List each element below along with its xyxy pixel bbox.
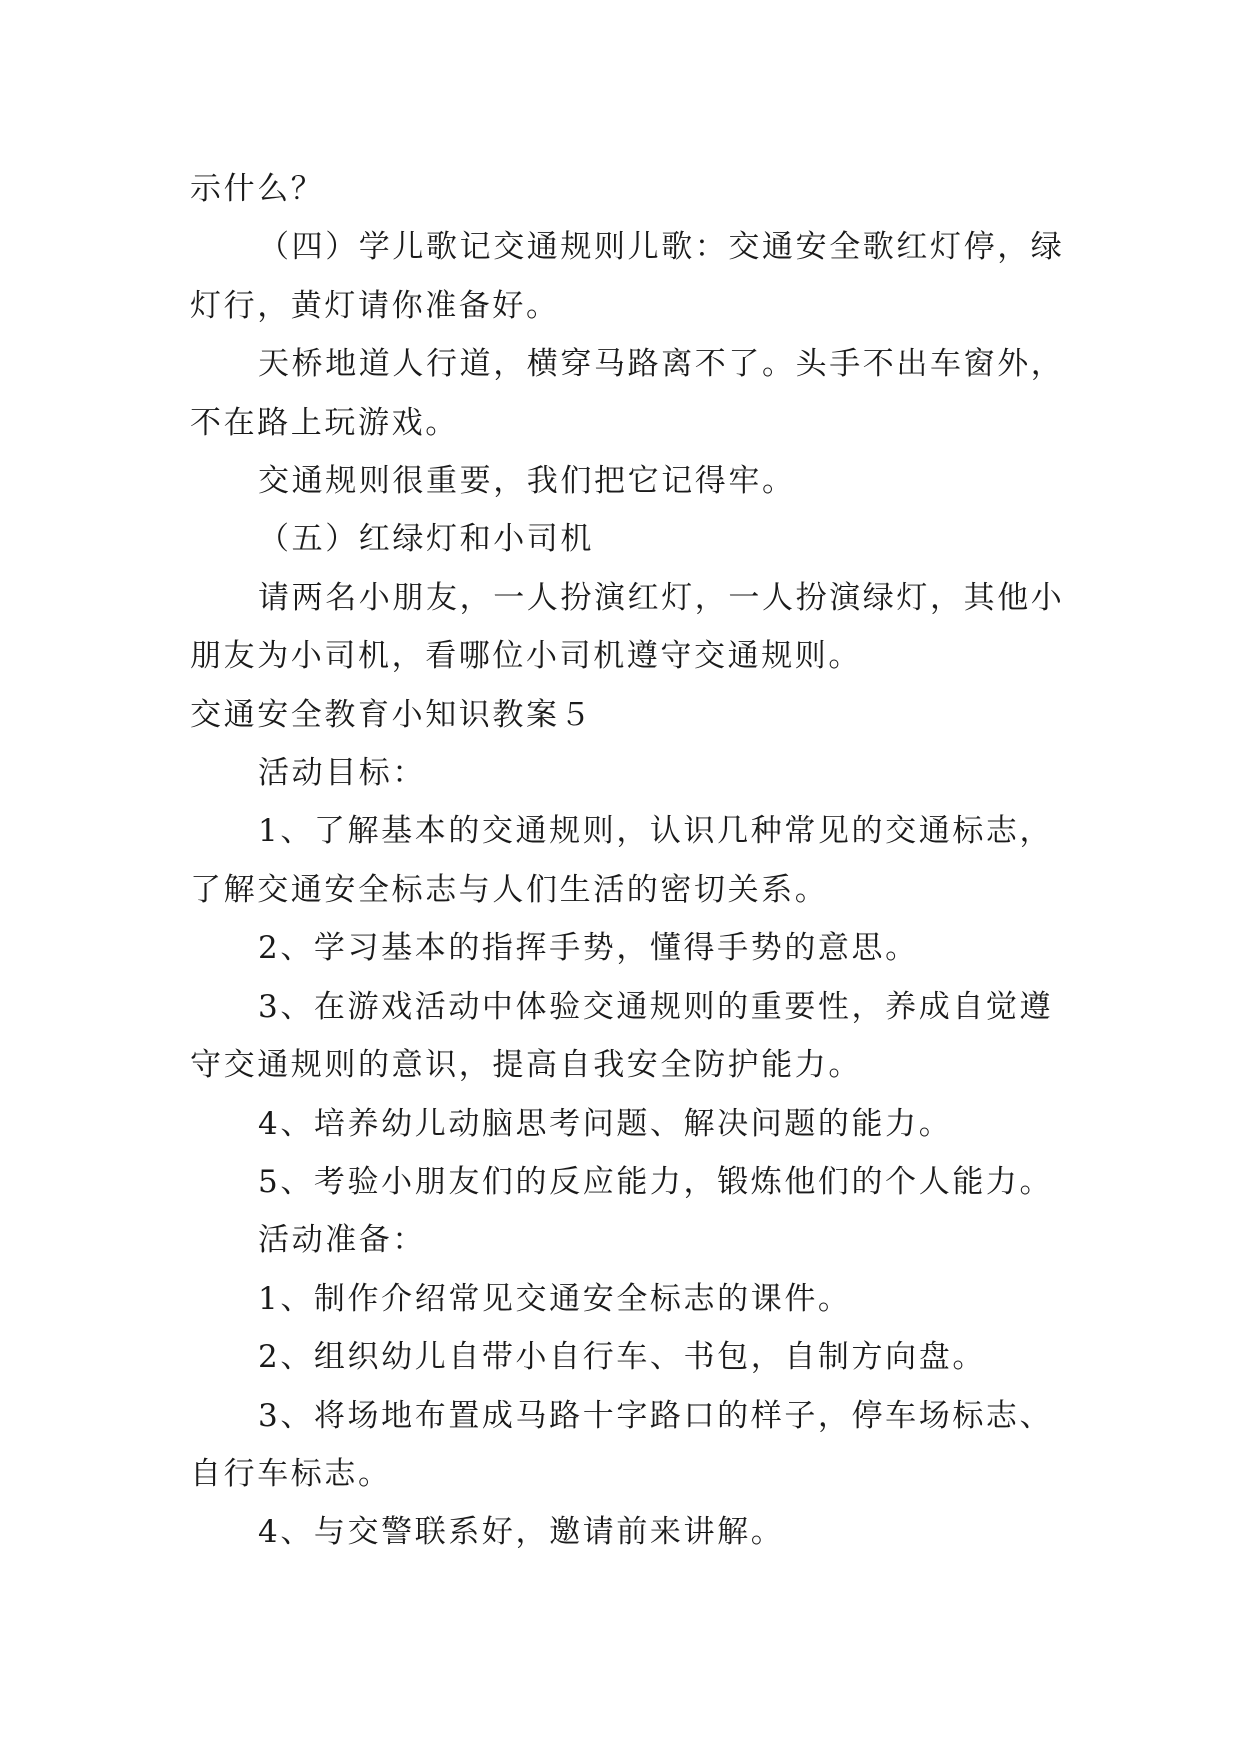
text-line: 2、组织幼儿自带小自行车、书包，自制方向盘。 (258, 1339, 986, 1376)
text-line: 4、与交警联系好，邀请前来讲解。 (258, 1514, 785, 1551)
text-line: 1、了解基本的交通规则，认识几种常见的交通标志， (258, 813, 1054, 850)
text-line: 1、制作介绍常见交通安全标志的课件。 (258, 1280, 852, 1317)
section-title: 交通安全教育小知识教案５ (190, 696, 594, 733)
text-line: 2、学习基本的指挥手势，懂得手势的意思。 (258, 930, 919, 967)
text-line: 灯行，黄灯请你准备好。 (190, 287, 560, 324)
text-line: 示什么？ (190, 171, 325, 207)
text-line: （四）学儿歌记交通规则儿歌：交通安全歌红灯停，绿 (258, 229, 1065, 266)
text-line: 守交通规则的意识，提高自我安全防护能力。 (190, 1047, 862, 1084)
text-line: 3、将场地布置成马路十字路口的样子，停车场标志、 (258, 1397, 1054, 1434)
text-line: 4、培养幼儿动脑思考问题、解决问题的能力。 (258, 1105, 953, 1142)
text-line: 活动准备： (258, 1222, 426, 1259)
text-line: （五）红绿灯和小司机 (258, 521, 594, 558)
text-line: 朋友为小司机，看哪位小司机遵守交通规则。 (190, 638, 862, 675)
text-line: 5、考验小朋友们的反应能力，锻炼他们的个人能力。 (258, 1163, 1054, 1200)
document-body (190, 160, 1070, 1562)
text-line: 交通规则很重要，我们把它记得牢。 (258, 463, 796, 500)
text-line: 3、在游戏活动中体验交通规则的重要性，养成自觉遵 (258, 988, 1054, 1025)
text-line: 活动目标： (258, 755, 426, 792)
text-line: 天桥地道人行道，横穿马路离不了。头手不出车窗外， (258, 346, 1065, 383)
text-line: 自行车标志。 (190, 1455, 392, 1492)
text-line: 不在路上玩游戏。 (190, 404, 459, 441)
text-line: 了解交通安全标志与人们生活的密切关系。 (190, 871, 829, 908)
text-line: 请两名小朋友，一人扮演红灯，一人扮演绿灯，其他小 (258, 579, 1065, 616)
